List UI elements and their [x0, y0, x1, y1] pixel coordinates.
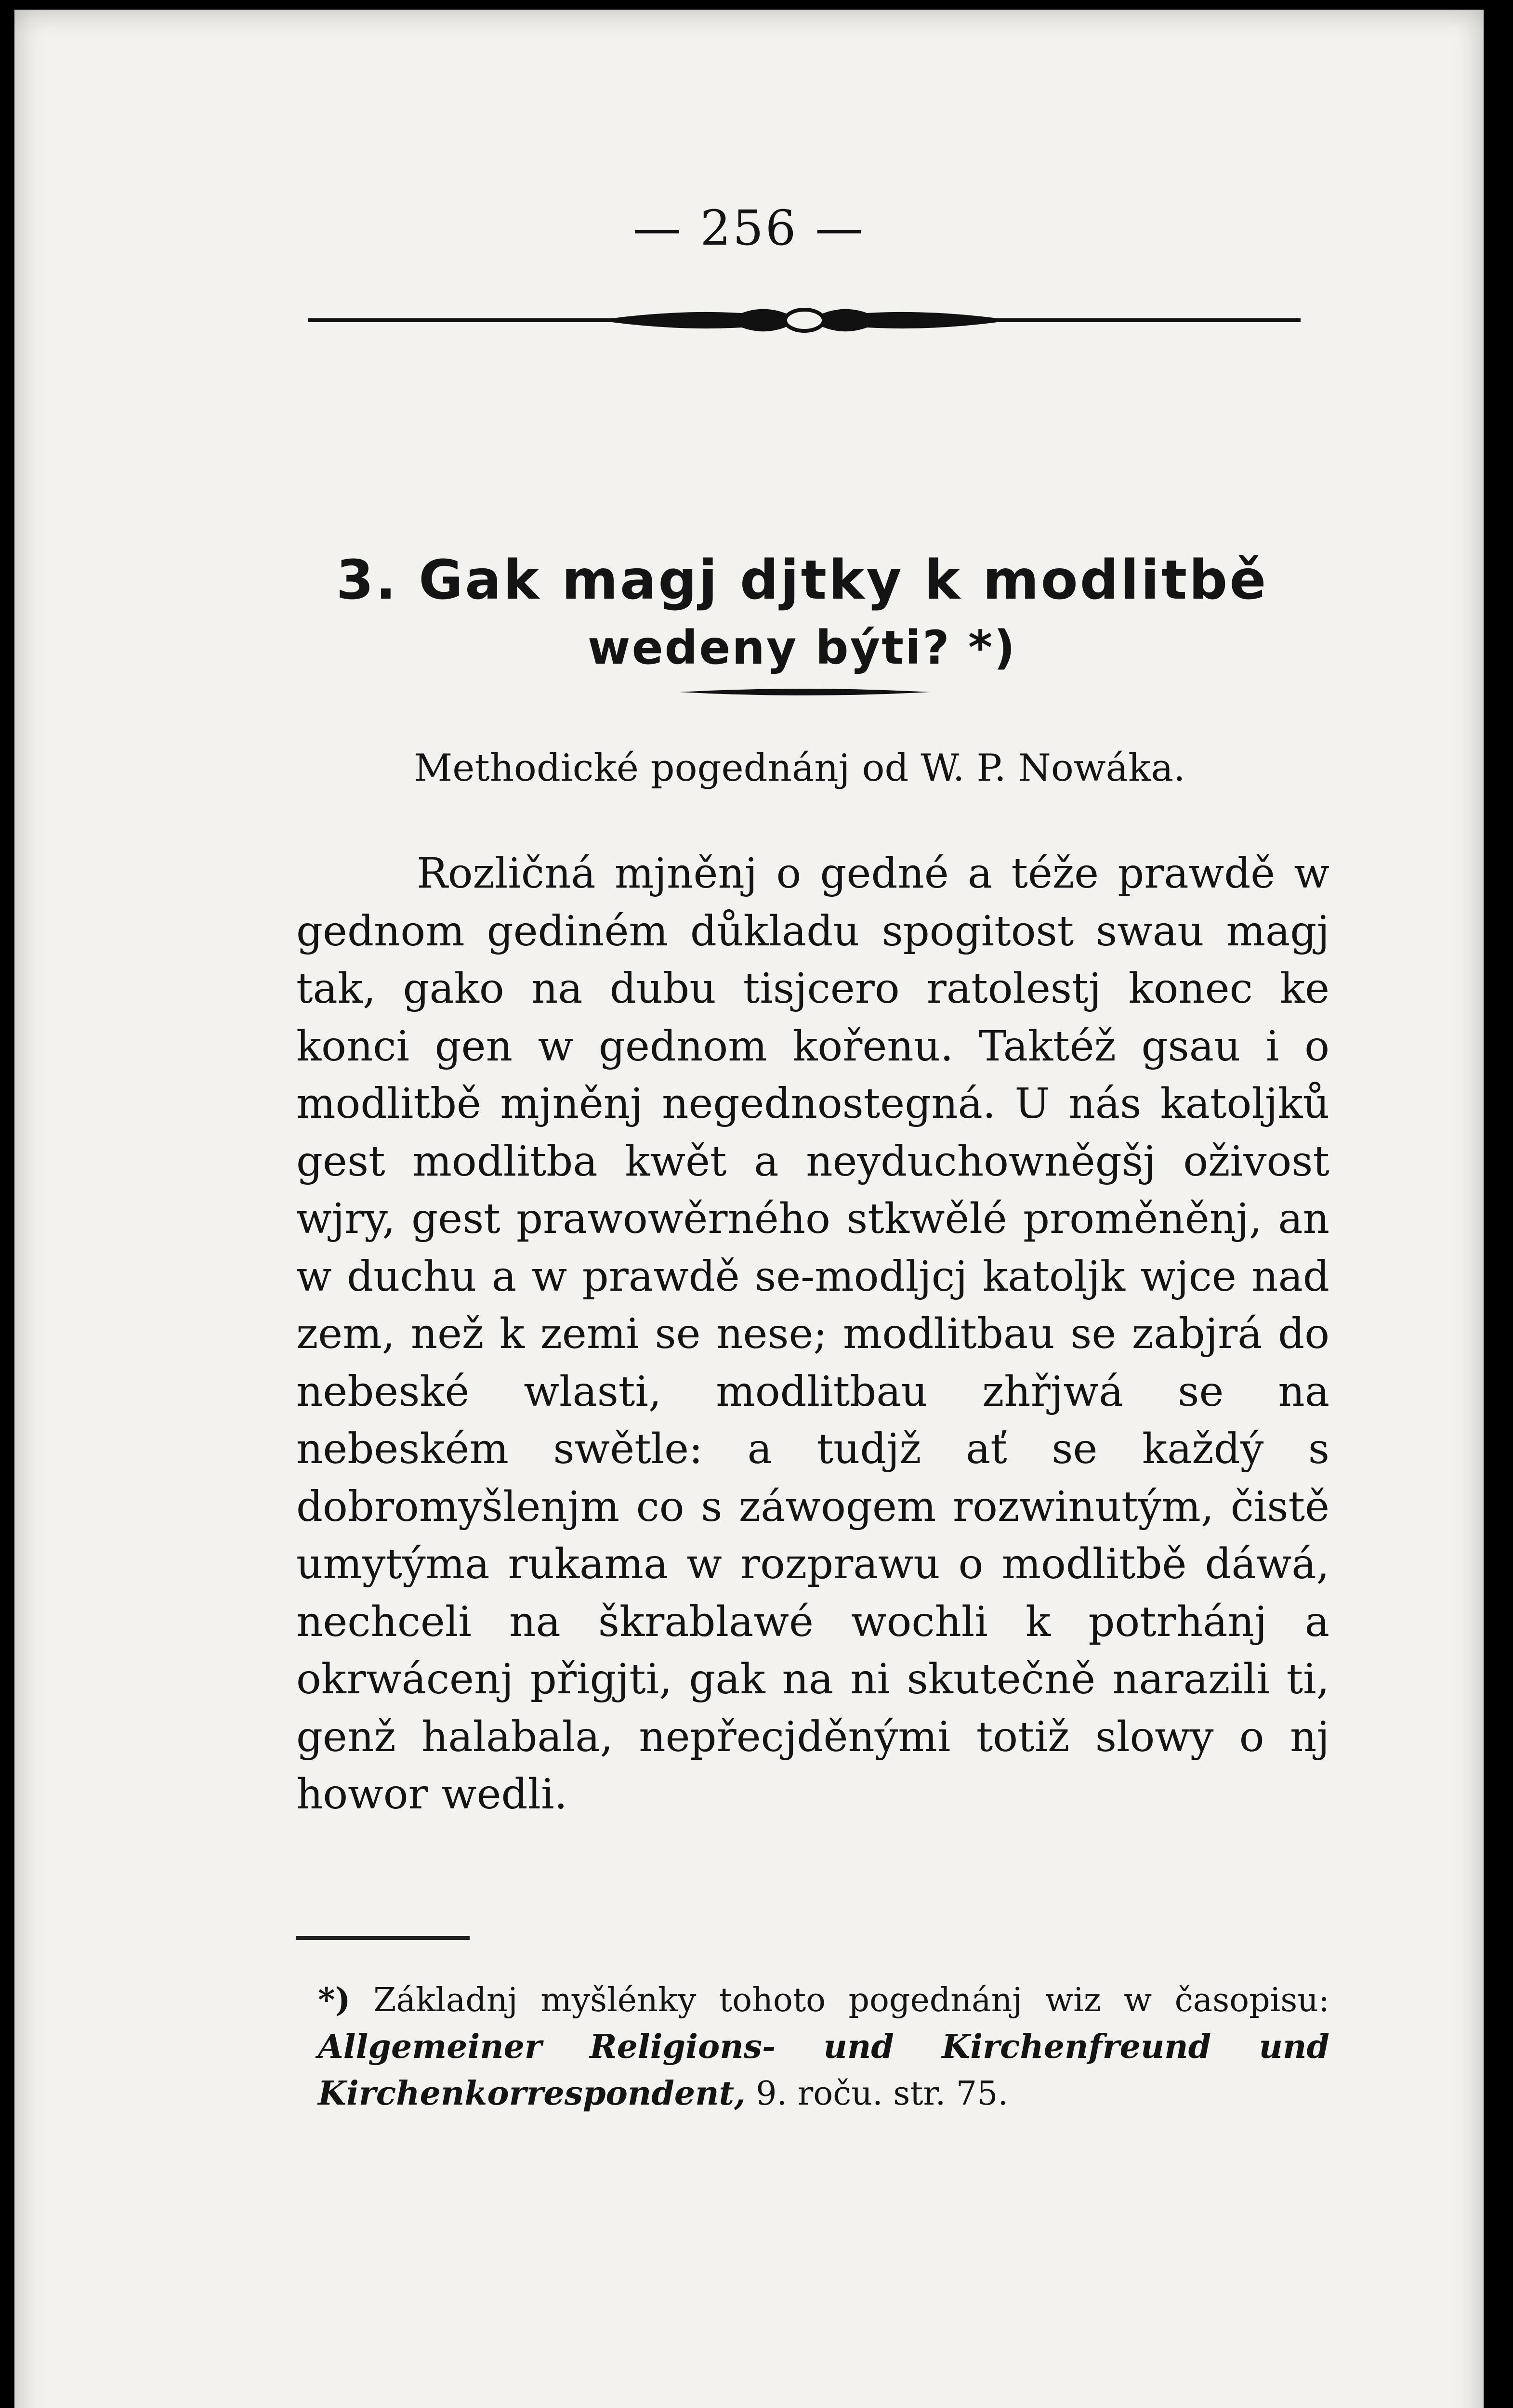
ornamental-rule — [308, 299, 1301, 342]
book-page — [14, 10, 1484, 2408]
footnote-journal-title: Allgemeiner Religions- und Kirchenfreund und Kirchenkorrespondent, — [318, 2028, 1329, 2113]
title-line-2: wedeny býti? *) — [587, 621, 1017, 675]
footnote-text: Základnj myšlénky tohoto pogednánj wiz w časopisu: — [373, 1981, 1329, 2019]
title-divider — [679, 686, 930, 698]
footnote-divider — [296, 1936, 470, 1940]
body-paragraph: Rozličná mjněnj o gedné a téže prawdě w gednom gediném důkladu spogitost swau magj tak, gako na dubu tisjcero ratolestj konec ke konci gen w gednom kořenu. Taktéž gsau i o modlitbě mjněnj negednostegná. U nás katoljků gest modlitba kwět a neyduchowněgšj oživost wjry, gest prawowěrného stkwělé proměněnj, an w duchu a w prawdě se-modljcj katoljk wjce nad zem, než k zemi se nese; modlitbau se zabjrá do nebeské wlasti, modlitbau zhřjwá se na nebeském swětle: a tudjž ať se každý s dobromyšlenjm co s záwogem rozwinutým, čistě umytýma rukama w rozprawu o modlitbě dáwá, nechceli na škrablawé wochli k potrhánj a okrwácenj přigjti, gak na ni skutečně narazili ti, genž halabala, nepřecjděnými totiž slowy o nj howor wedli. — [296, 850, 1329, 1819]
footnote-reference: 9. roču. str. 75. — [756, 2075, 1008, 2113]
body-text — [296, 845, 1329, 1824]
article-subtitle: Methodické pogednánj od W. P. Nowáka. — [414, 746, 1185, 790]
title-line-1: 3. Gak magj djtky k modlitbě — [336, 549, 1268, 612]
footnote — [318, 1977, 1329, 2117]
article-title — [270, 547, 1334, 681]
page-number: — 256 — — [632, 200, 866, 256]
footnote-mark: *) — [318, 1981, 351, 2019]
